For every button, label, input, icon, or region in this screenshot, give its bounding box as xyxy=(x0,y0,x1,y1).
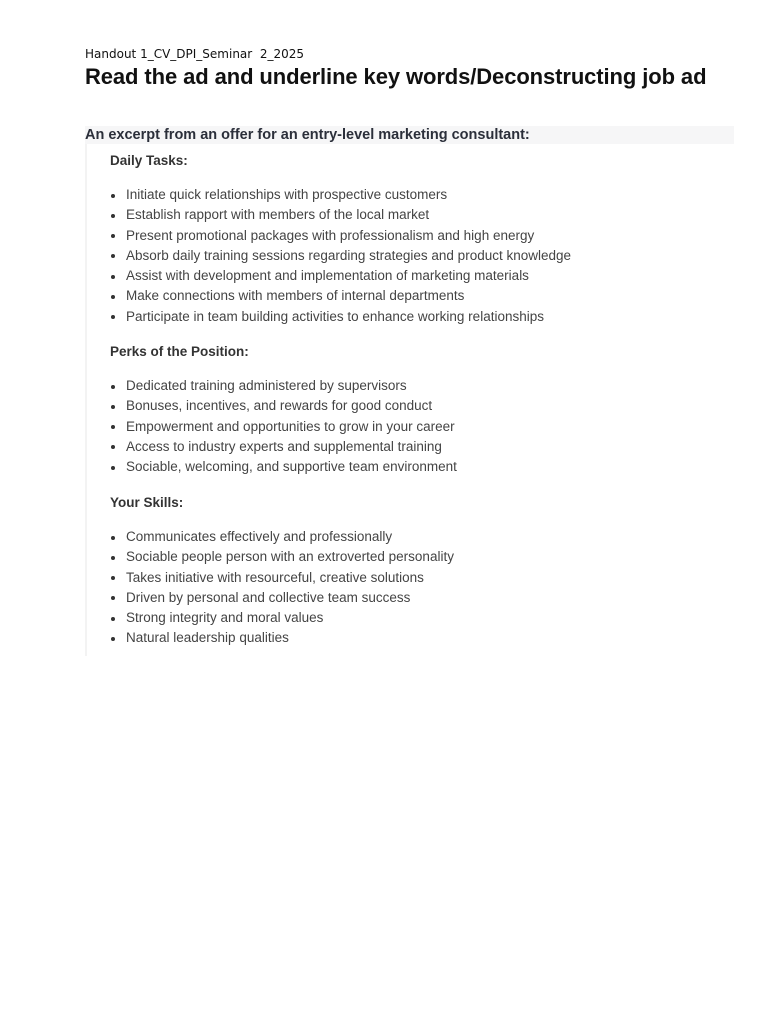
list-item: Driven by personal and collective team success xyxy=(85,588,454,608)
list-item: Communicates effectively and professionally xyxy=(85,527,454,547)
list-item: Initiate quick relationships with prospective customers xyxy=(85,185,571,205)
list-item: Empowerment and opportunities to grow in your career xyxy=(85,417,457,437)
excerpt-heading: An excerpt from an offer for an entry-level marketing consultant: xyxy=(85,126,734,144)
section-perks xyxy=(110,344,457,475)
section-title: Your Skills: xyxy=(110,495,184,510)
list-item: Dedicated training administered by supervisors xyxy=(85,376,457,396)
perks-list xyxy=(85,376,457,477)
section-title: Perks of the Position: xyxy=(110,344,249,359)
handout-label: Handout 1_CV_DPI_Seminar 2_2025 xyxy=(85,47,305,61)
list-item: Assist with development and implementation of marketing materials xyxy=(85,266,571,286)
list-item: Strong integrity and moral values xyxy=(85,608,454,628)
list-item: Establish rapport with members of the local market xyxy=(85,205,571,225)
list-item: Bonuses, incentives, and rewards for good conduct xyxy=(85,396,457,416)
list-item: Sociable, welcoming, and supportive team environment xyxy=(85,457,457,477)
section-daily-tasks xyxy=(110,153,572,324)
page-title: Read the ad and underline key words/Deconstructing job ad xyxy=(85,64,707,89)
list-item: Absorb daily training sessions regarding strategies and product knowledge xyxy=(85,246,571,266)
list-item: Takes initiative with resourceful, creative solutions xyxy=(85,568,454,588)
list-item: Access to industry experts and supplemental training xyxy=(85,437,457,457)
list-item: Present promotional packages with professionalism and high energy xyxy=(85,226,571,246)
list-item: Natural leadership qualities xyxy=(85,628,454,648)
section-title: Daily Tasks: xyxy=(110,153,188,168)
daily-tasks-list xyxy=(85,185,571,327)
list-item: Sociable people person with an extroverted personality xyxy=(85,547,454,567)
section-your-skills xyxy=(110,495,454,646)
list-item: Make connections with members of internal departments xyxy=(85,286,571,306)
list-item: Participate in team building activities to enhance working relationships xyxy=(85,307,571,327)
skills-list xyxy=(85,527,454,649)
job-ad-excerpt xyxy=(85,126,734,656)
